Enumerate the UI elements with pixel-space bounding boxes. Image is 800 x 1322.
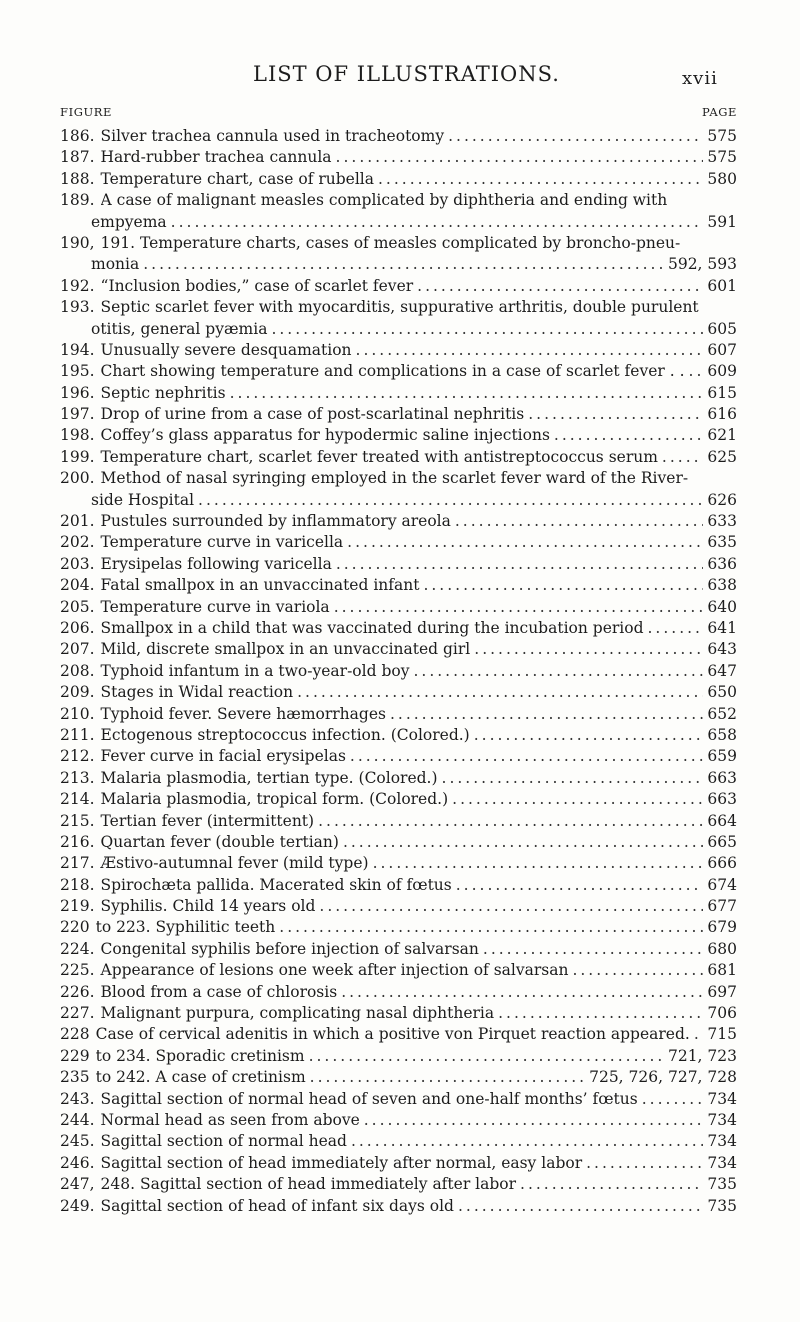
figure-number: 215.: [60, 811, 95, 830]
figure-number: 210.: [60, 704, 95, 723]
list-item: [60, 532, 737, 553]
figure-description: monia: [91, 255, 140, 274]
figure-number: 211.: [60, 725, 95, 744]
list-item: [60, 768, 737, 789]
page-reference: 681: [707, 961, 737, 980]
figure-number: 209.: [60, 683, 95, 702]
figure-number: 199.: [60, 447, 95, 466]
list-item: [60, 1174, 737, 1195]
figure-description: Spirochæta pallida. Macerated skin of fœtus: [100, 875, 452, 894]
figure-description: Congenital syphilis before injection of salvarsan: [100, 939, 479, 958]
list-item: [60, 875, 737, 896]
list-item: [60, 1131, 737, 1152]
dot-leader: [586, 1153, 703, 1174]
figure-description: Drop of urine from a case of post-scarlatinal nephritis: [100, 405, 525, 424]
dot-leader: [648, 618, 704, 639]
figure-number: 220: [60, 918, 90, 937]
figure-description: Typhoid fever. Severe hæmorrhages: [100, 704, 386, 723]
page-reference: 575: [707, 148, 737, 167]
page-reference: 636: [707, 554, 737, 573]
page-reference: 680: [707, 939, 737, 958]
list-item: [60, 554, 737, 575]
figure-number: 226.: [60, 982, 95, 1001]
list-item: [60, 575, 737, 596]
figure-description: Malignant purpura, complicating nasal diphtheria: [100, 1004, 495, 1023]
dot-leader: [309, 1046, 664, 1067]
figure-description: Chart showing temperature and complications in a case of scarlet fever . .: [100, 362, 685, 381]
page-reference: 625: [707, 447, 737, 466]
figure-description: Erysipelas following varicella: [100, 554, 332, 573]
figure-description: otitis, general pyæmia: [91, 319, 268, 338]
page-reference: 638: [707, 576, 737, 595]
list-item: [60, 383, 737, 404]
list-item: [60, 404, 737, 425]
list-item: [60, 319, 737, 340]
figure-description: 191. Temperature charts, cases of measles complicated by broncho-pneu-: [100, 233, 681, 252]
dot-leader: [528, 404, 703, 425]
figure-description: to 234. Sporadic cretinism: [95, 1046, 305, 1065]
dot-leader: [356, 340, 704, 361]
page-reference: 734: [707, 1153, 737, 1172]
figure-description: to 223. Syphilitic teeth: [95, 918, 276, 937]
list-item: [60, 1024, 737, 1045]
page-reference: 664: [707, 811, 737, 830]
dot-leader: [483, 939, 704, 960]
figure-number: 235: [60, 1068, 90, 1087]
list-item: [60, 511, 737, 532]
page-reference: 640: [707, 597, 737, 616]
list-item: [60, 832, 737, 853]
dot-leader: [334, 597, 704, 618]
page-reference: 607: [707, 340, 737, 359]
figure-number: 228: [60, 1025, 90, 1044]
figure-number: 203.: [60, 554, 95, 573]
figure-number: 206.: [60, 618, 95, 637]
figure-description: Stages in Widal reaction: [100, 683, 294, 702]
figure-number: 207.: [60, 640, 95, 659]
dot-leader: [456, 875, 704, 896]
figure-description: Case of cervical adenitis in which a positive von Pirquet reaction appeared.: [95, 1025, 690, 1044]
figure-description: Temperature chart, scarlet fever treated with antistreptococcus serum: [100, 447, 658, 466]
list-item: [60, 1089, 737, 1110]
illustrations-list: [60, 126, 737, 1217]
page-reference: 635: [707, 533, 737, 552]
figure-description: Malaria plasmodia, tropical form. (Colored.): [100, 790, 449, 809]
list-item: [60, 233, 737, 254]
figure-number: 198.: [60, 426, 95, 445]
page-reference: 697: [707, 982, 737, 1001]
figure-number: 201.: [60, 512, 95, 531]
dot-leader: [271, 319, 703, 340]
figure-description: Sagittal section of head immediately after normal, easy labor: [100, 1153, 583, 1172]
list-item: [60, 1196, 737, 1217]
page-reference: 621: [707, 426, 737, 445]
dot-leader: [694, 1024, 704, 1045]
figure-description: Sagittal section of normal head of seven and one-half months’ fœtus: [100, 1089, 638, 1108]
figure-number: 202.: [60, 533, 95, 552]
figure-description: Temperature curve in variola: [100, 597, 330, 616]
page-reference: 616: [707, 405, 737, 424]
dot-leader: [417, 276, 703, 297]
figure-number: 194.: [60, 340, 95, 359]
list-item: [60, 1153, 737, 1174]
page-reference: 677: [707, 897, 737, 916]
page-reference: 609: [707, 362, 737, 381]
figure-number: 219.: [60, 897, 95, 916]
figure-number: 197.: [60, 405, 95, 424]
figure-description: Silver trachea cannula used in tracheotomy: [100, 127, 445, 145]
figure-number: 229: [60, 1046, 90, 1065]
figure-description: Æstivo-autumnal fever (mild type): [100, 854, 369, 873]
figure-number: 204.: [60, 576, 95, 595]
dot-leader: [297, 682, 703, 703]
figure-number: 190,: [60, 233, 95, 252]
page-reference: 663: [707, 768, 737, 787]
figure-number: 225.: [60, 961, 95, 980]
list-item: [60, 361, 737, 382]
page-reference: 665: [707, 832, 737, 851]
list-item: [60, 1046, 737, 1067]
running-title: LIST OF ILLUSTRATIONS.: [253, 62, 560, 86]
page-reference: 734: [707, 1110, 737, 1129]
figure-description: to 242. A case of cretinism: [95, 1068, 306, 1087]
dot-leader: [474, 639, 703, 660]
list-item: [60, 917, 737, 938]
page-reference: 652: [707, 704, 737, 723]
figure-description: Tertian fever (intermittent): [100, 811, 315, 830]
figure-description: Fever curve in facial erysipelas: [100, 747, 346, 766]
page-reference: 706: [707, 1004, 737, 1023]
figure-description: Ectogenous streptococcus infection. (Colored.): [100, 725, 470, 744]
dot-leader: [554, 425, 704, 446]
dot-leader: [390, 704, 703, 725]
list-item: [60, 490, 737, 511]
list-item: [60, 661, 737, 682]
figure-number: 188.: [60, 169, 95, 188]
dot-leader: [171, 212, 704, 233]
list-item: [60, 468, 737, 489]
page-reference: 674: [707, 875, 737, 894]
figure-description: Temperature chart, case of rubella: [100, 169, 374, 188]
page-reference: 735: [707, 1175, 737, 1194]
figure-description: A case of malignant measles complicated by diphtheria and ending with: [100, 191, 668, 210]
figure-description: Coffey’s glass apparatus for hypodermic saline injections: [100, 426, 550, 445]
dot-leader: [351, 1131, 703, 1152]
dot-leader: [347, 532, 703, 553]
figure-number: 205.: [60, 597, 95, 616]
figure-description: Mild, discrete smallpox in an unvaccinated girl: [100, 640, 471, 659]
list-item: [60, 126, 737, 147]
list-item: [60, 682, 737, 703]
figure-number: 243.: [60, 1089, 95, 1108]
page-reference: 725, 726, 727, 728: [589, 1068, 737, 1087]
list-item: [60, 425, 737, 446]
dot-leader: [343, 832, 703, 853]
page-reference: 734: [707, 1089, 737, 1108]
page-reference: 721, 723: [667, 1046, 737, 1065]
figure-number: 193.: [60, 298, 95, 317]
figure-description: Pustules surrounded by inflammatory areola: [100, 512, 451, 531]
page-reference: 647: [707, 661, 737, 680]
figure-number: 195.: [60, 362, 95, 381]
column-headers: [60, 105, 737, 121]
dot-leader: [198, 490, 703, 511]
dot-leader: [318, 811, 703, 832]
list-item: [60, 447, 737, 468]
list-item: [60, 960, 737, 981]
page-reference: 591: [707, 212, 737, 231]
list-item: [60, 704, 737, 725]
figure-description: Fatal smallpox in an unvaccinated infant: [100, 576, 420, 595]
dot-leader: [452, 789, 703, 810]
dot-leader: [413, 661, 703, 682]
list-item: [60, 811, 737, 832]
dot-leader: [498, 1003, 703, 1024]
page-reference: 641: [707, 618, 737, 637]
dot-leader: [423, 575, 703, 596]
page-reference: 605: [707, 319, 737, 338]
figure-number: 186.: [60, 127, 95, 145]
page-reference: 592, 593: [667, 255, 737, 274]
page-number: xvii: [682, 68, 718, 89]
list-item: [60, 340, 737, 361]
figure-description: Typhoid infantum in a two-year-old boy: [100, 661, 410, 680]
dot-leader: [230, 383, 704, 404]
figure-number: 187.: [60, 148, 95, 167]
figure-number: 216.: [60, 832, 95, 851]
figure-number: 246.: [60, 1153, 95, 1172]
figure-number: 249.: [60, 1196, 95, 1215]
list-item: [60, 254, 737, 275]
figure-number: 212.: [60, 747, 95, 766]
page-reference: 663: [707, 790, 737, 809]
figure-description: Appearance of lesions one week after injection of salvarsan: [100, 961, 569, 980]
list-item: [60, 597, 737, 618]
page-reference: 659: [707, 747, 737, 766]
page-reference: 615: [707, 383, 737, 402]
figure-description: Quartan fever (double tertian): [100, 832, 339, 851]
page-reference: 666: [707, 854, 737, 873]
figure-number: 213.: [60, 768, 95, 787]
dot-leader: [378, 169, 703, 190]
page-header: [0, 62, 800, 92]
figure-description: Septic scarlet fever with myocarditis, suppurative arthritis, double purulent: [100, 298, 699, 317]
list-item: [60, 1003, 737, 1024]
dot-leader: [520, 1174, 703, 1195]
figure-description: empyema: [91, 212, 167, 231]
dot-leader: [455, 511, 704, 532]
dot-leader: [474, 725, 704, 746]
page-reference: 735: [707, 1196, 737, 1215]
page-reference: 633: [707, 512, 737, 531]
figure-number: 218.: [60, 875, 95, 894]
list-item: [60, 789, 737, 810]
figure-description: 248. Sagittal section of head immediately after labor: [100, 1175, 517, 1194]
page-reference: 715: [707, 1025, 737, 1044]
dot-leader: [689, 361, 704, 382]
figure-description: Method of nasal syringing employed in the scarlet fever ward of the River-: [100, 469, 689, 488]
page-reference: 580: [707, 169, 737, 188]
list-item: [60, 896, 737, 917]
figure-description: Sagittal section of normal head: [100, 1132, 347, 1151]
list-item: [60, 190, 737, 211]
figure-description: Syphilis. Child 14 years old: [100, 897, 316, 916]
page-reference: 626: [707, 490, 737, 509]
list-item: [60, 982, 737, 1003]
figure-number: 192.: [60, 276, 95, 295]
page-reference: 679: [707, 918, 737, 937]
list-item: [60, 618, 737, 639]
figure-number: 224.: [60, 939, 95, 958]
dot-leader: [279, 917, 703, 938]
dot-leader: [442, 768, 704, 789]
list-item: [60, 639, 737, 660]
figure-description: “Inclusion bodies,” case of scarlet fever: [100, 276, 414, 295]
dot-leader: [319, 896, 703, 917]
figure-description: Unusually severe desquamation: [100, 340, 352, 359]
figure-description: Temperature curve in varicella: [100, 533, 344, 552]
page-column-header: PAGE: [702, 105, 737, 119]
dot-leader: [642, 1089, 704, 1110]
page-reference: 601: [707, 276, 737, 295]
list-item: [60, 1110, 737, 1131]
page-reference: 658: [707, 725, 737, 744]
figure-number: 208.: [60, 661, 95, 680]
list-item: [60, 725, 737, 746]
dot-leader: [572, 960, 703, 981]
page-reference: 575: [707, 127, 737, 145]
dot-leader: [341, 982, 703, 1003]
list-item: [60, 147, 737, 168]
list-item: [60, 276, 737, 297]
dot-leader: [364, 1110, 704, 1131]
figure-number: 227.: [60, 1004, 95, 1023]
figure-description: Blood from a case of chlorosis: [100, 982, 338, 1001]
page-reference: 734: [707, 1132, 737, 1151]
dot-leader: [143, 254, 664, 275]
figure-number: 217.: [60, 854, 95, 873]
figure-description: Septic nephritis: [100, 383, 226, 402]
dot-leader: [373, 853, 704, 874]
list-item: [60, 1067, 737, 1088]
page-reference: 650: [707, 683, 737, 702]
dot-leader: [350, 746, 704, 767]
page-reference: 643: [707, 640, 737, 659]
figure-number: 189.: [60, 191, 95, 210]
figure-number: 214.: [60, 790, 95, 809]
list-item: [60, 212, 737, 233]
figure-column-header: FIGURE: [60, 105, 113, 119]
figure-description: Hard-rubber trachea cannula: [100, 148, 332, 167]
dot-leader: [336, 554, 704, 575]
list-item: [60, 297, 737, 318]
dot-leader: [458, 1196, 703, 1217]
dot-leader: [662, 447, 703, 468]
figure-number: 244.: [60, 1110, 95, 1129]
figure-description: side Hospital: [91, 490, 195, 509]
figure-number: 196.: [60, 383, 95, 402]
figure-description: Malaria plasmodia, tertian type. (Colored.): [100, 768, 438, 787]
figure-number: 200.: [60, 469, 95, 488]
dot-leader: [336, 147, 704, 168]
dot-leader: [310, 1067, 585, 1088]
list-item: [60, 939, 737, 960]
figure-number: 247,: [60, 1175, 95, 1194]
figure-description: Smallpox in a child that was vaccinated during the incubation period: [100, 618, 644, 637]
figure-number: 245.: [60, 1132, 95, 1151]
list-item: [60, 746, 737, 767]
list-item: [60, 853, 737, 874]
list-item: [60, 169, 737, 190]
figure-description: Sagittal section of head of infant six days old: [100, 1196, 454, 1215]
dot-leader: [448, 126, 703, 147]
figure-description: Normal head as seen from above: [100, 1110, 360, 1129]
